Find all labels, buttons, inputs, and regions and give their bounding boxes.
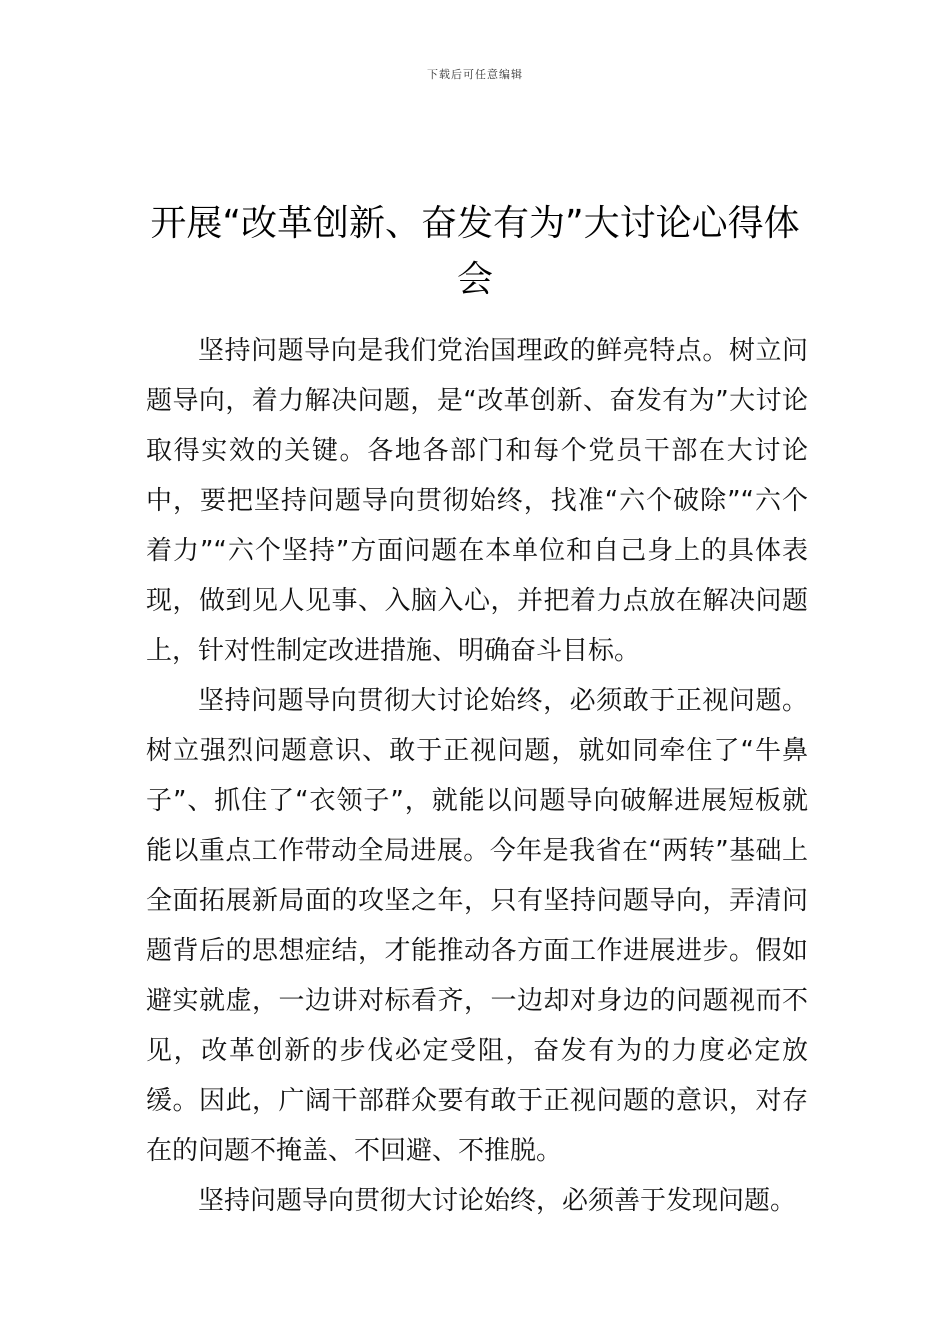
- header-note: 下载后可任意编辑: [427, 68, 523, 81]
- document-body: [146, 326, 808, 1226]
- paragraph: 坚持问题导向是我们党治国理政的鲜亮特点。树立问题导向，着力解决问题，是“改革创新、奋发有为”大讨论取得实效的关键。各地各部门和每个党员干部在大讨论中，要把坚持问题导向贯彻始终，找准“六个破除”“六个着力”“六个坚持”方面问题在本单位和自己身上的具体表现，做到见人见事、入脑入心，并把着力点放在解决问题上，针对性制定改进措施、明确奋斗目标。: [146, 336, 808, 666]
- paragraph: 坚持问题导向贯彻大讨论始终，必须善于发现问题。: [198, 1186, 797, 1216]
- document-title: 开展“改革创新、奋发有为”大讨论心得体会: [150, 203, 800, 301]
- paragraph: 坚持问题导向贯彻大讨论始终，必须敢于正视问题。树立强烈问题意识、敢于正视问题，就如同牵住了“牛鼻子”、抓住了“衣领子”，就能以问题导向破解进展短板就能以重点工作带动全局进展。今年是我省在“两转”基础上全面拓展新局面的攻坚之年，只有坚持问题导向，弄清问题背后的思想症结，才能推动各方面工作进展进步。假如避实就虚，一边讲对标看齐，一边却对身边的问题视而不见，改革创新的步伐必定受阻，奋发有为的力度必定放缓。因此，广阔干部群众要有敢于正视问题的意识，对存在的问题不掩盖、不回避、不推脱。: [146, 686, 808, 1166]
